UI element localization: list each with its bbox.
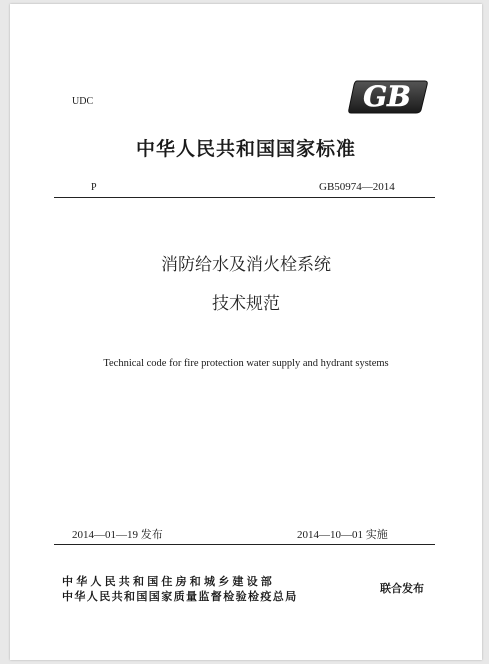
english-title: Technical code for fire protection water supply and hydrant systems <box>103 358 389 369</box>
bottom-divider <box>54 544 435 545</box>
document-page <box>10 4 482 660</box>
implementation-date: 2014—10—01 实施 <box>297 529 388 541</box>
gb-logo-text: GB <box>363 80 411 113</box>
top-divider <box>54 197 435 198</box>
joint-publish-label: 联合发布 <box>380 582 424 595</box>
standard-number: GB50974—2014 <box>319 181 395 193</box>
gb-logo-icon <box>347 78 429 116</box>
chinese-title-line1: 消防给水及消火栓系统 <box>161 255 331 275</box>
chinese-title-line2: 技术规范 <box>212 294 280 314</box>
udc-label: UDC <box>72 96 94 107</box>
publisher-ministry-housing: 中华人民共和国住房和城乡建设部 <box>62 575 275 588</box>
standard-title: 中华人民共和国国家标准 <box>135 138 356 160</box>
publisher-quality-supervision: 中华人民共和国国家质量监督检验检疫总局 <box>62 590 298 603</box>
issue-date: 2014—01—19 发布 <box>72 529 163 541</box>
classification-code: P <box>91 182 97 193</box>
